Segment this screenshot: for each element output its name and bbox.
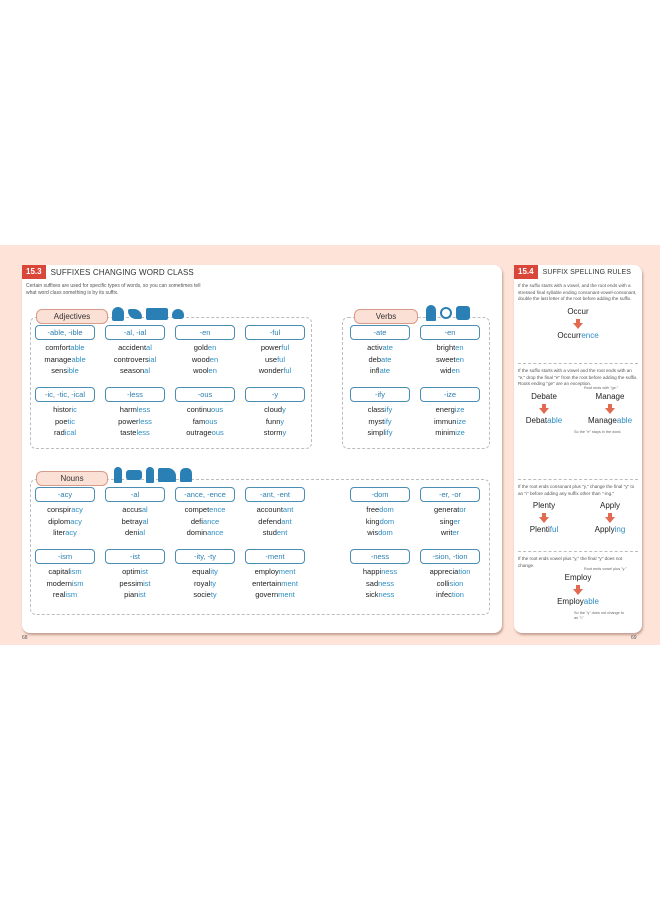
example-word: widen [440,366,460,375]
example-word: poetic [54,416,75,426]
example-words [350,566,410,601]
suffix-box: -er, -or [420,487,480,502]
example-word: equality [192,567,218,576]
example-word: powerless [118,416,152,426]
example-word: betrayal [121,516,149,526]
example-word: happiness [362,567,398,576]
suffix-box: -ist [105,549,165,564]
root-word: Occur [567,306,589,316]
example-word: accidental [118,343,152,352]
example-words [35,504,95,539]
example-word: outrageous [186,428,224,437]
section-15-4-card [514,265,642,633]
example-words [105,504,165,539]
example-word: dominance [186,528,224,537]
example-word: golden [193,343,217,352]
suffix-box: -ify [350,387,410,402]
example-word: collision [436,578,464,588]
rule-text: If the root ends vowel plus "y," the final "y" does not change. [518,556,623,568]
example-words [35,342,95,377]
result-word: Employable [557,597,599,606]
bird-icon [128,309,142,319]
example-word: accusal [122,505,148,514]
example-word: society [193,590,217,599]
example-word: entertainment [252,578,298,588]
example-word: kingdom [365,516,395,526]
example-word: competence [184,505,226,514]
section-number: 15.3 [22,265,46,279]
page-number-left: 68 [22,635,28,641]
example-words [245,342,305,377]
example-word: defendant [258,516,292,526]
spelling-rule [514,363,642,438]
example-words [350,504,410,539]
example-word: capitalism [48,567,82,576]
person-happy-icon [112,307,124,321]
spelling-rule [514,551,642,619]
example-word: generator [433,505,467,514]
annotation-note: Root ends vowel plus "y." [584,567,627,571]
example-words [245,504,305,539]
example-word: sweeten [436,354,464,364]
example-words [35,566,95,601]
example-word: optimist [122,567,148,576]
example-word: student [262,528,288,537]
example-words [350,404,410,439]
annotation-note: So the "e" stays in the word. [574,429,622,434]
example-words [350,342,410,377]
result-word: Plentiful [529,525,559,534]
example-words [175,342,235,377]
teacher-icon [114,467,122,483]
example-word: powerful [260,343,290,352]
spelling-rule [514,283,642,353]
person-walking-icon [426,305,436,321]
rule-text: If the root ends consonant plus "y," change the final "y" to an "i" before adding any suffix other than "-ing." [518,484,635,496]
example-word: defiance [190,516,220,526]
rule-divider [518,363,638,364]
suffix-box: -ance, -ence [175,487,235,502]
example-word: simplify [367,428,393,437]
rule-text: If the suffix starts with a vowel and the root ends with an "e," drop the final "e" from the root before adding the suffix. Roots ending "ge" are an exception. [518,368,638,386]
example-word: famous [192,416,218,426]
spelling-rule [514,479,642,547]
example-word: comfortable [45,343,85,352]
example-word: literacy [53,528,77,537]
verbs-label: Verbs [354,309,418,324]
root-word: Debate [531,391,557,401]
root-word: Apply [599,501,620,510]
example-words [245,404,305,439]
example-word: controversial [113,354,157,364]
example-word: royalty [193,578,217,588]
section-15-3-card [22,265,502,633]
section-intro: Certain suffixes are used for specific types of words, so you can sometimes tell what word class something is by its suffix. [26,283,201,296]
example-word: immunize [433,416,467,426]
example-word: harmless [119,405,151,414]
example-word: modernism [46,578,84,588]
example-word: government [255,590,295,599]
magnifier-icon [440,307,452,319]
example-word: cloudy [264,405,286,414]
example-word: denial [124,528,146,537]
example-word: infection [436,590,464,599]
example-word: seasonal [119,366,151,375]
example-words [175,404,235,439]
suffix-box: -able, -ible [35,325,95,340]
root-word: Manage [595,391,625,401]
suffix-box: -ful [245,325,305,340]
adjectives-icons [112,307,184,321]
example-word: realism [52,590,78,599]
root-word: Employ [564,573,592,582]
example-words [420,566,480,601]
result-word: Occurrence [557,330,599,340]
example-word: activate [367,343,393,352]
adjectives-label: Adjectives [36,309,108,324]
pianist-icon [158,468,176,482]
section-title: SUFFIXES CHANGING WORD CLASS [50,267,194,277]
example-words [105,342,165,377]
student-desk-icon [180,468,192,482]
example-word: wisdom [367,528,393,537]
example-word: wonderful [258,366,292,375]
example-word: debate [368,354,392,364]
example-word: funny [265,416,285,426]
storm-cloud-icon [172,309,184,319]
example-word: radical [53,428,77,437]
arrow-down-icon [605,517,615,523]
suffix-box: -sion, -tion [420,549,480,564]
suffix-box: -ness [350,549,410,564]
annotation-note: Root ends with "ge." [584,385,619,390]
nouns-icons [114,467,192,483]
suffix-box: -ant, -ent [245,487,305,502]
arrow-down-icon [573,589,583,595]
sofa-icon [146,308,168,320]
suffix-box: -ous [175,387,235,402]
example-word: stormy [263,428,287,437]
example-word: useful [264,354,285,364]
rule-text: If the suffix starts with a vowel, and the root ends with a stressed final syllable ending consonant-vowel-consonant, double the last letter of the root before adding the suffix. [518,283,637,301]
section-number: 15.4 [514,265,538,279]
example-word: singer [439,516,461,526]
example-word: tasteless [120,428,150,437]
arrow-down-icon [539,517,549,523]
example-word: pianist [124,590,146,599]
suffix-box: -en [420,325,480,340]
example-word: mystify [368,416,392,426]
example-word: inflate [369,366,391,375]
result-word: Applying [594,525,626,534]
root-word: Plenty [532,501,556,510]
example-word: employment [254,567,296,576]
example-word: sickness [365,590,395,599]
rule-divider [518,479,638,480]
nouns-label: Nouns [36,471,108,486]
example-word: brighten [436,343,464,352]
result-word: Debatable [525,415,563,425]
example-word: freedom [366,505,394,514]
suffix-box: -y [245,387,305,402]
example-word: minimize [435,428,465,437]
example-words [175,566,235,601]
suffix-box: -less [105,387,165,402]
suffix-box: -ic, -tic, -ical [35,387,95,402]
example-word: pessimist [119,578,151,588]
section-header [22,265,502,279]
suffix-box: -dom [350,487,410,502]
suffix-box: -al [105,487,165,502]
example-word: wooden [191,354,219,364]
arrow-down-icon [539,408,549,414]
cleaning-icon [456,306,470,320]
suffix-box: -ate [350,325,410,340]
example-word: writer [440,528,460,537]
suffix-box: -ism [35,549,95,564]
section-header [514,265,642,279]
example-words [35,404,95,439]
example-word: sensible [51,366,79,375]
example-words [420,342,480,377]
suffix-box: -al, -ial [105,325,165,340]
suffix-box: -ment [245,549,305,564]
annotation-note: So the "y" does not change to an "i." [574,611,624,620]
verbs-icons [426,305,470,321]
result-word: Manageable [587,415,633,425]
example-word: historic [53,405,77,414]
example-word: diplomacy [48,516,82,526]
example-words [105,566,165,601]
book-spread [0,245,660,645]
example-words [245,566,305,601]
suffix-box: -ize [420,387,480,402]
example-word: classify [367,405,393,414]
example-word: accountant [256,505,294,514]
suffix-box: -en [175,325,235,340]
example-word: continuous [186,405,224,414]
example-words [175,504,235,539]
example-word: manageable [44,354,86,364]
page-number-right: 69 [631,635,637,641]
example-words [420,404,480,439]
example-word: appreciation [429,567,471,576]
books-icon [126,470,142,480]
example-words [420,504,480,539]
arrow-down-icon [573,323,583,329]
suffix-box: -acy [35,487,95,502]
arrow-down-icon [605,408,615,414]
person-icon [146,467,154,483]
example-word: energize [435,405,465,414]
suffix-box: -ity, -ty [175,549,235,564]
example-word: woolen [193,366,217,375]
example-word: sadness [366,578,394,588]
example-word: conspiracy [47,505,83,514]
rule-divider [518,551,638,552]
section-title: SUFFIX SPELLING RULES [542,268,632,276]
example-words [105,404,165,439]
